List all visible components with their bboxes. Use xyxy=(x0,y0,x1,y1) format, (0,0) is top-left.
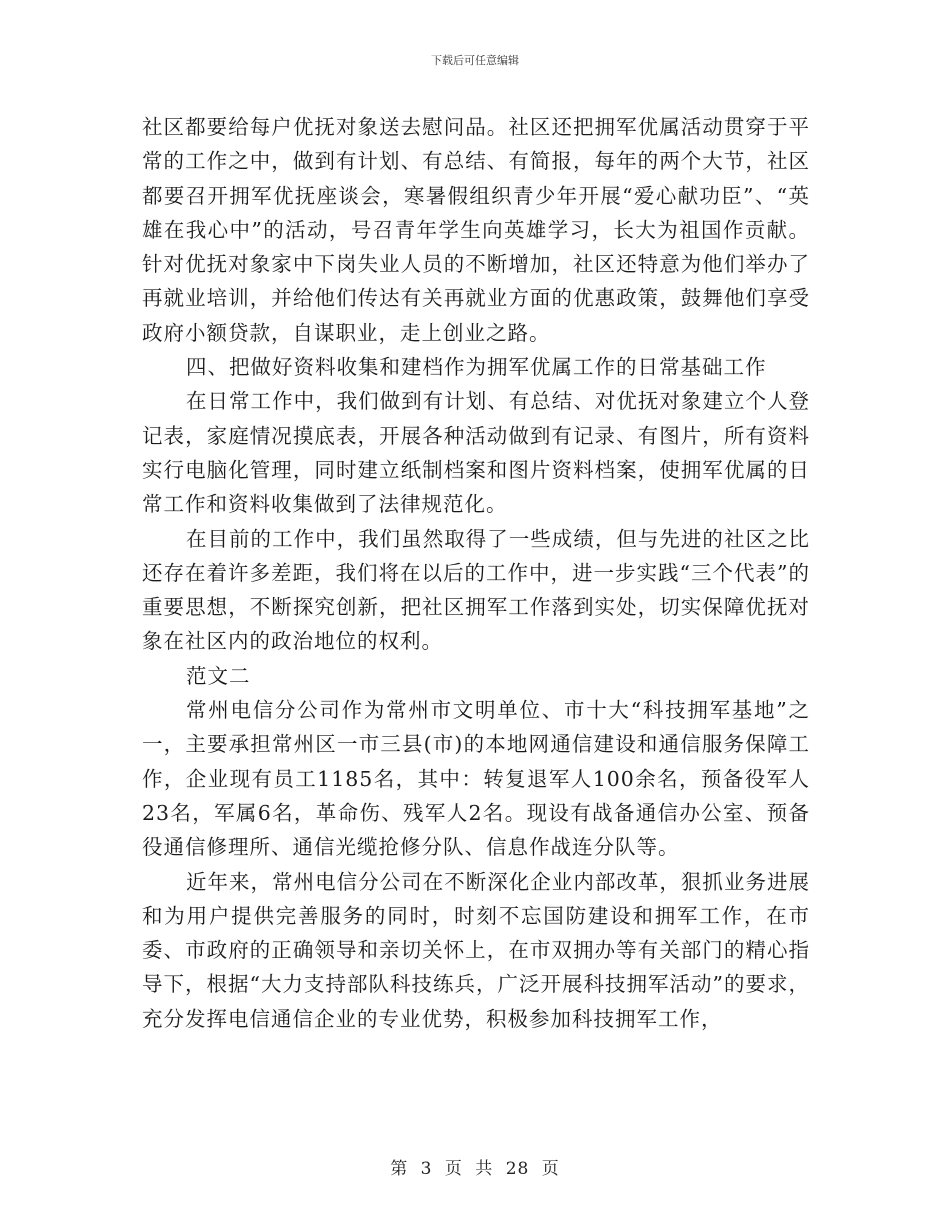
body-paragraph: 在目前的工作中，我们虽然取得了一些成绩，但与先进的社区之比还存在着许多差距，我们将在以后的工作中，进一步实践“三个代表”的重要思想，不断探究创新，把社区拥军工作落到实处，切实保障优抚对象在社区内的政治地位的权利。 xyxy=(142,526,810,654)
page-label-suffix: 页 xyxy=(541,1159,560,1179)
total-label: 共 xyxy=(475,1159,494,1179)
current-page-number: 3 xyxy=(420,1159,433,1179)
body-paragraph: 在日常工作中，我们做到有计划、有总结、对优抚对象建立个人登记表，家庭情况摸底表，开展各种活动做到有记录、有图片，所有资料实行电脑化管理，同时建立纸制档案和图片资料档案，使拥军优属的日常工作和资料收集做到了法律规范化。 xyxy=(142,389,810,517)
page-footer xyxy=(0,1154,950,1179)
section-heading: 四、把做好资料收集和建档作为拥军优属工作的日常基础工作 xyxy=(186,355,767,380)
page-label-mid: 页 xyxy=(444,1159,463,1179)
body-paragraph: 常州电信分公司作为常州市文明单位、市十大“科技拥军基地”之一，主要承担常州区一市三县(市)的本地网通信建设和通信服务保障工作，企业现有员工1185名，其中：转复退军人100余名，预备役军人23名，军属6名，革命伤、残军人2名。现设有战备通信办公室、预备役通信修理所、通信光缆抢修分队、信息作战连分队等。 xyxy=(142,698,810,860)
sample-title: 范文二 xyxy=(186,663,251,688)
document-body xyxy=(142,110,810,1036)
total-page-number: 28 xyxy=(505,1159,530,1179)
body-paragraph: 社区都要给每户优抚对象送去慰问品。社区还把拥军优属活动贯穿于平常的工作之中，做到有计划、有总结、有简报，每年的两个大节，社区都要召开拥军优抚座谈会，寒暑假组织青少年开展“爱心献功臣”、“英雄在我心中”的活动，号召青年学生向英雄学习，长大为祖国作贡献。针对优抚对象家中下岗失业人员的不断增加，社区还特意为他们举办了再就业培训，并给他们传达有关再就业方面的优惠政策，鼓舞他们享受政府小额贷款，自谋职业，走上创业之路。 xyxy=(142,115,810,345)
page-label-prefix: 第 xyxy=(390,1159,409,1179)
body-paragraph: 近年来，常州电信分公司在不断深化企业内部改革，狠抓业务进展和为用户提供完善服务的同时，时刻不忘国防建设和拥军工作，在市委、市政府的正确领导和亲切关怀上，在市双拥办等有关部门的精心指导下，根据“大力支持部队科技练兵，广泛开展科技拥军活动”的要求，充分发挥电信通信企业的专业优势，积极参加科技拥军工作， xyxy=(142,869,810,1031)
page-header: 下载后可任意编辑 xyxy=(431,54,519,67)
